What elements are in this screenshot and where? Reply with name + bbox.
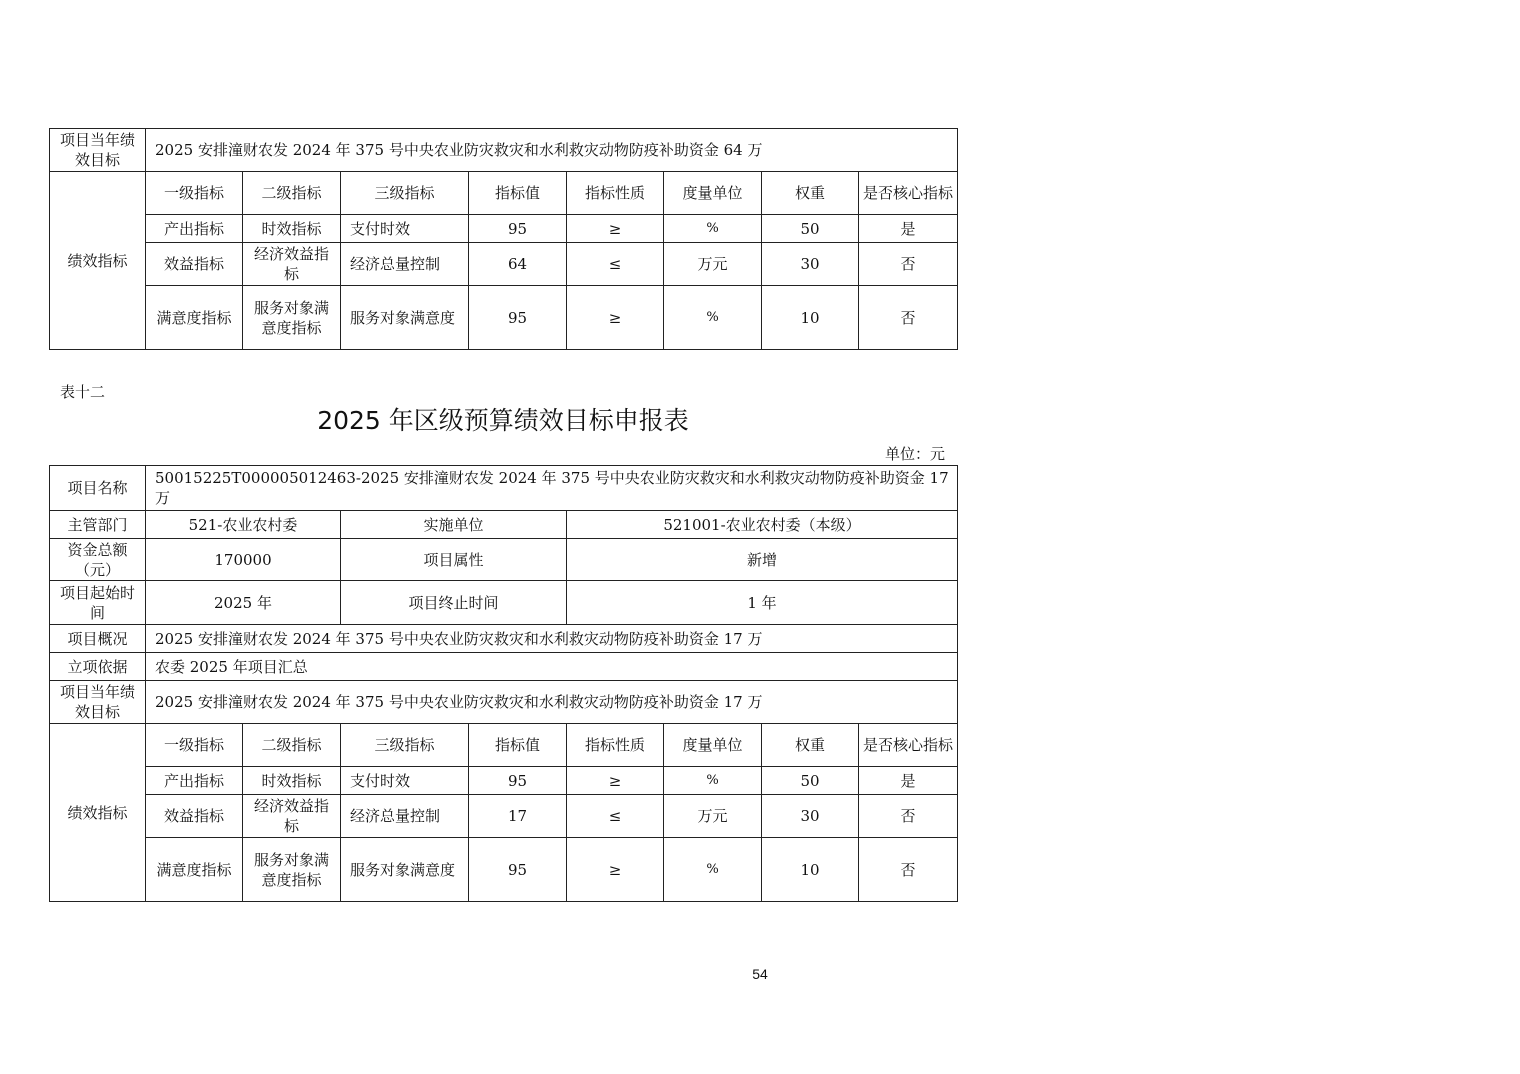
header-weight: 权重: [762, 172, 859, 215]
weight-cell: 30: [762, 243, 859, 286]
unit-cell: %: [664, 286, 762, 350]
goal-text: 2025 安排潼财农发 2024 年 375 号中央农业防灾救灾和水利救灾动物防疫补助资金 17 万: [146, 681, 958, 724]
level2-cell: 时效指标: [243, 215, 341, 243]
basis-label: 立项依据: [50, 653, 146, 681]
value-cell: 17: [469, 795, 567, 838]
level1-cell: 效益指标: [146, 795, 243, 838]
header-core: 是否核心指标: [859, 724, 958, 767]
dept-value: 521-农业农村委: [146, 511, 341, 539]
goal-label: 项目当年绩效目标: [50, 129, 146, 172]
header-nature: 指标性质: [567, 172, 664, 215]
header-level1: 一级指标: [146, 172, 243, 215]
level1-cell: 产出指标: [146, 767, 243, 795]
core-cell: 否: [859, 838, 958, 902]
level3-cell: 经济总量控制: [341, 243, 469, 286]
project-name-label: 项目名称: [50, 466, 146, 511]
page-number: 54: [752, 966, 768, 982]
core-cell: 是: [859, 767, 958, 795]
table-row: [50, 795, 958, 838]
level1-cell: 产出指标: [146, 215, 243, 243]
level3-cell: 支付时效: [341, 767, 469, 795]
start-value: 2025 年: [146, 581, 341, 625]
value-cell: 95: [469, 767, 567, 795]
header-unit: 度量单位: [664, 172, 762, 215]
project-name-value: 50015225T000005012463-2025 安排潼财农发 2024 年 375 号中央农业防灾救灾和水利救灾动物防疫补助资金 17 万: [146, 466, 958, 511]
header-value: 指标值: [469, 172, 567, 215]
indicator-section-label: 绩效指标: [50, 724, 146, 902]
header-nature: 指标性质: [567, 724, 664, 767]
table-caption: 表十二: [60, 383, 106, 401]
unit-label: 单位：元: [884, 445, 945, 463]
level1-cell: 满意度指标: [146, 838, 243, 902]
value-cell: 95: [469, 838, 567, 902]
end-label: 项目终止时间: [341, 581, 567, 625]
core-cell: 否: [859, 286, 958, 350]
header-core: 是否核心指标: [859, 172, 958, 215]
weight-cell: 30: [762, 795, 859, 838]
nature-cell: ≥: [567, 838, 664, 902]
nature-cell: ≤: [567, 243, 664, 286]
level1-cell: 满意度指标: [146, 286, 243, 350]
end-value: 1 年: [567, 581, 958, 625]
goal-label: 项目当年绩效目标: [50, 681, 146, 724]
unit-cell: %: [664, 215, 762, 243]
attr-label: 项目属性: [341, 539, 567, 581]
core-cell: 否: [859, 795, 958, 838]
level2-cell: 服务对象满意度指标: [243, 838, 341, 902]
total-value: 170000: [146, 539, 341, 581]
dept-label: 主管部门: [50, 511, 146, 539]
nature-cell: ≥: [567, 767, 664, 795]
goal-text: 2025 安排潼财农发 2024 年 375 号中央农业防灾救灾和水利救灾动物防疫补助资金 64 万: [146, 129, 958, 172]
nature-cell: ≥: [567, 215, 664, 243]
table-row: [50, 243, 958, 286]
value-cell: 95: [469, 215, 567, 243]
budget-performance-table: [49, 465, 958, 902]
overview-label: 项目概况: [50, 625, 146, 653]
level3-cell: 服务对象满意度: [341, 838, 469, 902]
header-weight: 权重: [762, 724, 859, 767]
header-level2: 二级指标: [243, 172, 341, 215]
level2-cell: 经济效益指标: [243, 243, 341, 286]
header-unit: 度量单位: [664, 724, 762, 767]
unit-cell: 万元: [664, 243, 762, 286]
header-level2: 二级指标: [243, 724, 341, 767]
value-cell: 64: [469, 243, 567, 286]
overview-value: 2025 安排潼财农发 2024 年 375 号中央农业防灾救灾和水利救灾动物防疫补助资金 17 万: [146, 625, 958, 653]
weight-cell: 50: [762, 767, 859, 795]
unit-cell: %: [664, 767, 762, 795]
basis-value: 农委 2025 年项目汇总: [146, 653, 958, 681]
table-row: [50, 286, 958, 350]
level1-cell: 效益指标: [146, 243, 243, 286]
impl-value: 521001-农业农村委（本级）: [567, 511, 958, 539]
table-row: [50, 767, 958, 795]
attr-value: 新增: [567, 539, 958, 581]
impl-label: 实施单位: [341, 511, 567, 539]
start-label: 项目起始时间: [50, 581, 146, 625]
indicator-section-label: 绩效指标: [50, 172, 146, 350]
core-cell: 是: [859, 215, 958, 243]
weight-cell: 50: [762, 215, 859, 243]
core-cell: 否: [859, 243, 958, 286]
header-level1: 一级指标: [146, 724, 243, 767]
page-title: 2025 年区级预算绩效目标申报表: [317, 406, 689, 435]
nature-cell: ≥: [567, 286, 664, 350]
weight-cell: 10: [762, 838, 859, 902]
level2-cell: 经济效益指标: [243, 795, 341, 838]
weight-cell: 10: [762, 286, 859, 350]
header-level3: 三级指标: [341, 724, 469, 767]
table-row: [50, 838, 958, 902]
unit-cell: 万元: [664, 795, 762, 838]
unit-cell: %: [664, 838, 762, 902]
table-row: [50, 215, 958, 243]
performance-goal-table-continued: [49, 128, 958, 350]
value-cell: 95: [469, 286, 567, 350]
nature-cell: ≤: [567, 795, 664, 838]
header-level3: 三级指标: [341, 172, 469, 215]
total-label: 资金总额（元）: [50, 539, 146, 581]
header-value: 指标值: [469, 724, 567, 767]
level2-cell: 时效指标: [243, 767, 341, 795]
level3-cell: 支付时效: [341, 215, 469, 243]
level3-cell: 经济总量控制: [341, 795, 469, 838]
level3-cell: 服务对象满意度: [341, 286, 469, 350]
level2-cell: 服务对象满意度指标: [243, 286, 341, 350]
